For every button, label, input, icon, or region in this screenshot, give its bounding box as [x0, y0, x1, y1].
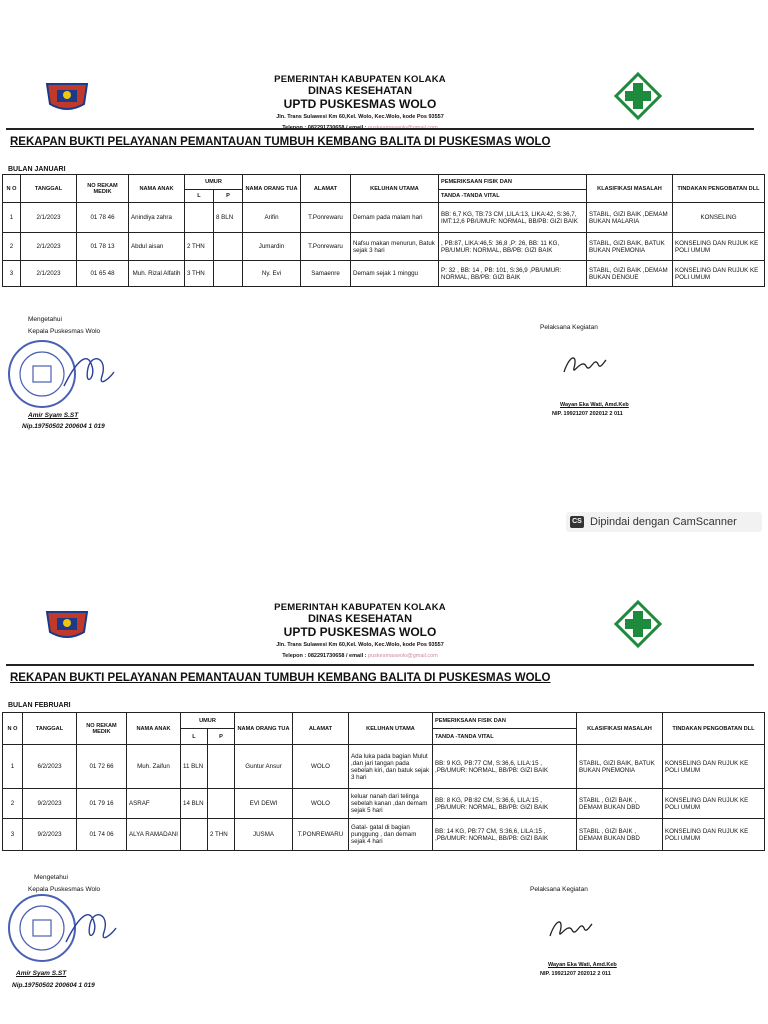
records-table	[2, 174, 765, 287]
cell-tindakan: KONSELING DAN RUJUK KE POLI UMUM	[673, 233, 765, 261]
cell-tindakan: KONSELING DAN RUJUK KE POLI UMUM	[673, 261, 765, 287]
pelaksana-label: Pelaksana Kegiatan	[540, 324, 598, 331]
cell-fisik: , PB:87, LIKA:46,5: 36,8 ,P: 26, BB: 11 KG, PB/UMUR: NORMAL, BB/PB: GIZI BAIK	[439, 233, 587, 261]
cell-alamat: T.Ponrewaru	[301, 233, 351, 261]
page-title: REKAPAN BUKTI PELAYANAN PEMANTAUAN TUMBUH KEMBANG BALITA DI PUSKESMAS WOLO	[10, 672, 551, 684]
cell-tindakan: KONSELING	[673, 203, 765, 233]
col-header-rekam-medik: NO REKAM MEDIK	[77, 175, 129, 203]
cell-l: 2 THN	[185, 233, 214, 261]
col-header-tindakan: TINDAKAN PENGOBATAN DLL	[663, 713, 765, 745]
cell-tindakan: KONSELING DAN RUJUK KE POLI UMUM	[663, 745, 765, 789]
table-row	[3, 819, 765, 851]
pelaksana-name: Wayan Eka Wati, Amd.Keb	[548, 962, 617, 968]
letterhead-address: Jln. Trans Sulawesi Km 60,Kel. Wolo, Kec.Wolo, kode Pos 93557	[276, 642, 444, 648]
col-header-nama-anak: NAMA ANAK	[127, 713, 181, 745]
mengetahui-label: Mengetahui	[34, 874, 68, 881]
cell-no: 2	[3, 233, 21, 261]
cell-p: 2 THN	[208, 819, 235, 851]
cell-p	[214, 233, 243, 261]
letterhead	[150, 602, 570, 659]
cell-klasifikasi: STABIL, GIZI BAIK, BATUK BUKAN PNEMONIA	[587, 233, 673, 261]
table-row	[3, 233, 765, 261]
col-header-nama-anak: NAMA ANAK	[129, 175, 185, 203]
cell-alamat: WOLO	[293, 789, 349, 819]
letterhead-address: Jln. Trans Sulawesi Km 60,Kel. Wolo, Kec.Wolo, kode Pos 93557	[276, 114, 444, 120]
col-header-umur: UMUR	[181, 713, 235, 729]
cell-klasifikasi: STABIL, GIZI BAIK ,DEMAM BUKAN MALARIA	[587, 203, 673, 233]
cell-no: 1	[3, 745, 23, 789]
cell-ortu: Ny. Evi	[243, 261, 301, 287]
cell-p	[208, 745, 235, 789]
cell-fisik: BB: 6,7 KG, TB:73 CM ,LILA:13, LIKA:42, S:36,7, IMT:12,6 PB/UMUR: NORMAL, BB/PB: GIZI BAIK	[439, 203, 587, 233]
cell-no: 2	[3, 789, 23, 819]
camscanner-text: Dipindai dengan CamScanner	[590, 516, 737, 528]
page-title: REKAPAN BUKTI PELAYANAN PEMANTAUAN TUMBUH KEMBANG BALITA DI PUSKESMAS WOLO	[10, 136, 551, 148]
cell-fisik: BB: 9 KG, PB:77 CM, S:36,6, LILA:15 , ,PB/UMUR: NORMAL, BB/PB: GIZI BAIK	[433, 745, 577, 789]
mengetahui-label: Mengetahui	[28, 316, 62, 323]
kepala-name: Amir Syam S.ST	[16, 970, 67, 977]
letterhead-line3: UPTD PUSKESMAS WOLO	[283, 97, 437, 111]
col-header-l: L	[181, 729, 208, 745]
col-header-alamat: ALAMAT	[301, 175, 351, 203]
col-header-no: N O	[3, 175, 21, 203]
col-header-tanggal: TANGGAL	[21, 175, 77, 203]
letterhead-line2: DINAS KESEHATAN	[307, 613, 413, 625]
cell-tanggal: 2/1/2023	[21, 233, 77, 261]
cell-p	[208, 789, 235, 819]
col-header-l: L	[185, 190, 214, 203]
cell-tanggal: 9/2/2023	[23, 819, 77, 851]
cell-ortu: Guntur Ansur	[235, 745, 293, 789]
col-header-tanda-vital: TANDA -TANDA VITAL	[433, 729, 577, 745]
cell-no: 3	[3, 261, 21, 287]
table-row	[3, 203, 765, 233]
cell-alamat: WOLO	[293, 745, 349, 789]
cell-no: 1	[3, 203, 21, 233]
cell-rekam: 01 72 66	[77, 745, 127, 789]
cell-klasifikasi: STABIL , GIZI BAIK , DEMAM BUKAN DBD	[577, 819, 663, 851]
cell-keluhan: Demam sejak 1 minggu	[351, 261, 439, 287]
col-header-no: N O	[3, 713, 23, 745]
cell-nama: Abdul aisan	[129, 233, 185, 261]
table-row	[3, 789, 765, 819]
cell-nama: Muh. Rizal Alfatih	[129, 261, 185, 287]
cell-klasifikasi: STABIL, GIZI BAIK ,DEMAM BUKAN DENGUE	[587, 261, 673, 287]
cell-alamat: Samaenre	[301, 261, 351, 287]
cell-l: 11 BLN	[181, 745, 208, 789]
cell-nama: ASRAF	[127, 789, 181, 819]
cell-klasifikasi: STABIL , GIZI BAIK , DEMAM BUKAN DBD	[577, 789, 663, 819]
cell-fisik: P: 32 , BB: 14 , PB: 101, S:36,9 ,PB/UMUR: NORMAL, BB/PB: GIZI BAIK	[439, 261, 587, 287]
kepala-signature-icon	[58, 348, 118, 394]
letterhead-line3: UPTD PUSKESMAS WOLO	[283, 625, 437, 639]
cell-rekam: 01 65 48	[77, 261, 129, 287]
cell-tindakan: KONSELING DAN RUJUK KE POLI UMUM	[663, 819, 765, 851]
cell-l	[181, 819, 208, 851]
cell-fisik: BB: 14 KG, PB:77 CM, S:36,6, LILA:15 , ,PB/UMUR: NORMAL, BB/PB: GIZI BAIK	[433, 819, 577, 851]
col-header-klasifikasi: KLASIFIKASI MASALAH	[587, 175, 673, 203]
col-header-umur: UMUR	[185, 175, 243, 190]
cell-l: 3 THN	[185, 261, 214, 287]
puskesmas-cross-icon	[614, 72, 662, 120]
cell-fisik: BB: 8 KG, PB:82 CM, S:36,6, LILA:15 , ,PB/UMUR: NORMAL, BB/PB: GIZI BAIK	[433, 789, 577, 819]
pelaksana-nip: NIP. 19921207 202012 2 011	[540, 971, 611, 977]
letterhead-line1: PEMERINTAH KABUPATEN KOLAKA	[274, 602, 446, 613]
pelaksana-name: Wayan Eka Wati, Amd.Keb	[560, 402, 629, 408]
records-table	[2, 712, 765, 851]
header-divider	[6, 664, 754, 666]
table-row	[3, 261, 765, 287]
col-header-keluhan: KELUHAN UTAMA	[351, 175, 439, 203]
cell-no: 3	[3, 819, 23, 851]
cell-nama: ALYA RAMADANI	[127, 819, 181, 851]
cell-tindakan: KONSELING DAN RUJUK KE POLI UMUM	[663, 789, 765, 819]
cell-keluhan: Demam pada malam hari	[351, 203, 439, 233]
col-header-orang-tua: NAMA ORANG TUA	[235, 713, 293, 745]
kepala-label: Kepala Puskesmas Wolo	[28, 886, 101, 893]
cell-tanggal: 2/1/2023	[21, 261, 77, 287]
pelaksana-nip: NIP. 19921207 202012 2 011	[552, 411, 623, 417]
cell-ortu: Arifin	[243, 203, 301, 233]
kolaka-regency-emblem-icon	[44, 80, 90, 114]
cell-p	[214, 261, 243, 287]
col-header-tanda-vital: TANDA -TANDA VITAL	[439, 190, 587, 203]
cell-ortu: EVI DEWI	[235, 789, 293, 819]
kepala-name: Amir Syam S.ST	[28, 412, 79, 419]
header-divider	[6, 128, 754, 130]
cell-ortu: Jumardin	[243, 233, 301, 261]
cell-klasifikasi: STABIL, GIZI BAIK, BATUK BUKAN PNEMONIA	[577, 745, 663, 789]
cell-p: 8 BLN	[214, 203, 243, 233]
puskesmas-cross-icon	[614, 600, 662, 648]
cell-rekam: 01 78 13	[77, 233, 129, 261]
cell-keluhan: Ada luka pada bagian Mulut ,dan jari tangan pada sebelah kiri, dan batuk sejak 3 hari	[349, 745, 433, 789]
cell-keluhan: Gatal- gatal di bagian punggung , dan demam sejak 4 hari	[349, 819, 433, 851]
col-header-keluhan: KELUHAN UTAMA	[349, 713, 433, 745]
cell-tanggal: 6/2/2023	[23, 745, 77, 789]
cell-tanggal: 9/2/2023	[23, 789, 77, 819]
cell-alamat: T.Ponrewaru	[301, 203, 351, 233]
cell-l	[185, 203, 214, 233]
cell-rekam: 01 74 06	[77, 819, 127, 851]
pelaksana-label: Pelaksana Kegiatan	[530, 886, 588, 893]
col-header-rekam-medik: NO REKAM MEDIK	[77, 713, 127, 745]
month-label: BULAN FEBRUARI	[8, 702, 71, 709]
cell-keluhan: Nafsu makan menurun, Batuk sejak 3 hari	[351, 233, 439, 261]
camscanner-icon: CS	[570, 516, 584, 528]
pelaksana-signature-icon	[560, 348, 610, 380]
col-header-fisik: PEMERIKSAAN FISIK DAN	[433, 713, 577, 729]
col-header-p: P	[214, 190, 243, 203]
letterhead-contact: Telepon : 082291730658 / email : puskesmaswolo@gmail.com	[282, 653, 438, 659]
kepala-nip: Nip.19750502 200604 1 019	[22, 423, 105, 430]
col-header-fisik: PEMERIKSAAN FISIK DAN	[439, 175, 587, 190]
col-header-orang-tua: NAMA ORANG TUA	[243, 175, 301, 203]
cell-keluhan: keluar nanah dari telinga sebelah kanan ,dan demam sejak 5 hari	[349, 789, 433, 819]
col-header-p: P	[208, 729, 235, 745]
col-header-alamat: ALAMAT	[293, 713, 349, 745]
email-link[interactable]: puskesmaswolo@gmail.com	[368, 653, 438, 659]
cell-tanggal: 2/1/2023	[21, 203, 77, 233]
letterhead-line2: DINAS KESEHATAN	[307, 85, 413, 97]
cell-rekam: 01 79 16	[77, 789, 127, 819]
letterhead	[150, 74, 570, 131]
month-label: BULAN JANUARI	[8, 166, 66, 173]
col-header-tindakan: TINDAKAN PENGOBATAN DLL	[673, 175, 765, 203]
col-header-tanggal: TANGGAL	[23, 713, 77, 745]
kepala-nip: Nip.19750502 200604 1 019	[12, 982, 95, 989]
camscanner-badge	[566, 512, 762, 532]
cell-l: 14 BLN	[181, 789, 208, 819]
cell-alamat: T.PONREWARU	[293, 819, 349, 851]
letterhead-line1: PEMERINTAH KABUPATEN KOLAKA	[274, 74, 446, 85]
cell-nama: Anindiya zahra	[129, 203, 185, 233]
cell-nama: Muh. Zaifun	[127, 745, 181, 789]
table-row	[3, 745, 765, 789]
cell-rekam: 01 78 46	[77, 203, 129, 233]
col-header-klasifikasi: KLASIFIKASI MASALAH	[577, 713, 663, 745]
cell-ortu: JUSMA	[235, 819, 293, 851]
kepala-label: Kepala Puskesmas Wolo	[28, 328, 101, 335]
pelaksana-signature-icon	[546, 912, 596, 944]
kepala-signature-icon	[60, 904, 120, 950]
kolaka-regency-emblem-icon	[44, 608, 90, 642]
